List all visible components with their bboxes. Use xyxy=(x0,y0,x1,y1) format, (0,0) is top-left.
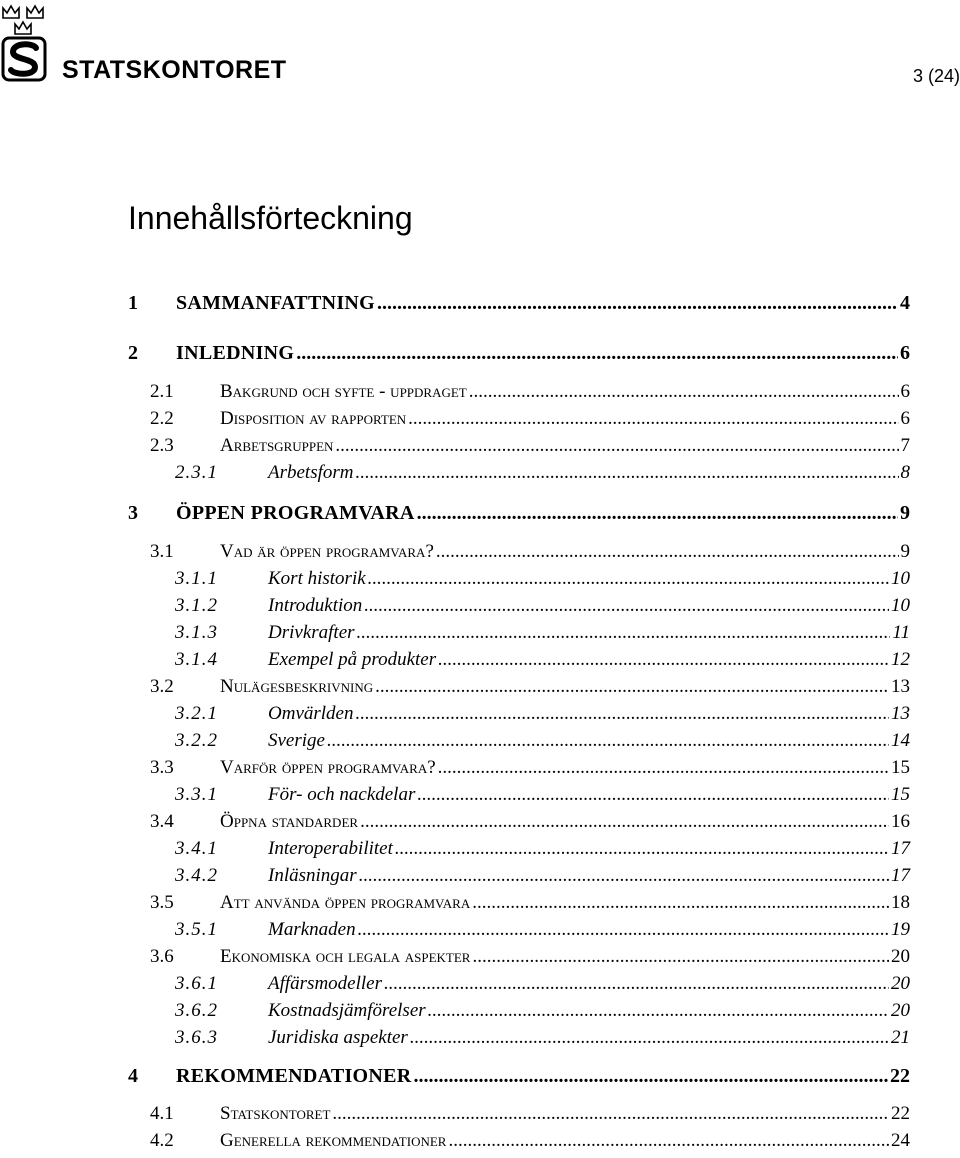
toc-entry[interactable] xyxy=(175,838,910,866)
toc-entry[interactable] xyxy=(150,946,910,974)
toc-number: 3.3 xyxy=(150,757,174,778)
toc-title: Arbetsgruppen xyxy=(220,435,334,456)
toc-number: 4.2 xyxy=(150,1130,174,1151)
toc-entry[interactable] xyxy=(150,435,910,463)
toc-entry[interactable] xyxy=(175,622,910,650)
toc-title: Varför öppen programvara? xyxy=(220,757,436,778)
toc-page: 13 xyxy=(891,676,910,697)
toc-leader xyxy=(414,1065,888,1088)
toc-leader xyxy=(332,1103,889,1125)
toc-page: 22 xyxy=(890,1065,910,1087)
toc-leader xyxy=(417,502,898,525)
toc-title: Öppna standarder xyxy=(220,811,359,832)
toc-title: Introduktion xyxy=(268,595,363,616)
toc-leader xyxy=(355,703,889,725)
toc-page: 10 xyxy=(891,568,910,589)
toc-page: 21 xyxy=(891,1027,910,1048)
toc-title: För- och nackdelar xyxy=(268,784,416,805)
toc-page: 16 xyxy=(891,811,910,832)
page-title: Innehållsförteckning xyxy=(128,200,413,236)
toc-page: 7 xyxy=(900,435,910,456)
toc-page: 24 xyxy=(891,1130,910,1151)
toc-leader xyxy=(327,730,889,752)
toc-entry[interactable] xyxy=(150,757,910,785)
toc-leader xyxy=(408,408,898,430)
toc-page: 4 xyxy=(900,292,910,314)
toc-leader xyxy=(448,1130,889,1152)
toc-leader xyxy=(384,973,889,995)
toc-title: Nulägesbeskrivning xyxy=(220,676,374,697)
toc-leader xyxy=(368,568,889,590)
toc-number: 2.2 xyxy=(150,408,174,429)
toc-entry[interactable] xyxy=(150,381,910,409)
toc-number: 3.1.3 xyxy=(175,622,218,643)
toc-number: 3.6.1 xyxy=(175,973,218,994)
toc-entry[interactable] xyxy=(175,703,910,731)
toc-leader xyxy=(357,622,891,644)
toc-page: 20 xyxy=(891,1000,910,1021)
toc-title: Generella rekommendationer xyxy=(220,1130,447,1151)
toc-number: 3.4.1 xyxy=(175,838,218,859)
toc-title: Marknaden xyxy=(268,919,356,940)
toc-page: 13 xyxy=(891,703,910,724)
toc-leader xyxy=(410,1027,889,1049)
toc-page: 12 xyxy=(891,649,910,670)
toc-number: 3.2.2 xyxy=(175,730,218,751)
toc-number: 4 xyxy=(128,1065,138,1087)
toc-title: Disposition av rapporten xyxy=(220,408,407,429)
toc-leader xyxy=(472,892,889,914)
toc-leader xyxy=(375,676,889,698)
page-number: 3 (24) xyxy=(912,66,960,86)
toc-title: Drivkrafter xyxy=(268,622,355,643)
toc-page: 8 xyxy=(900,462,910,483)
toc-title: Sverige xyxy=(268,730,325,751)
toc-number: 3.6.2 xyxy=(175,1000,218,1021)
toc-page: 11 xyxy=(892,622,910,643)
toc-entry[interactable] xyxy=(150,408,910,436)
toc-leader xyxy=(360,811,889,833)
toc-entry[interactable] xyxy=(150,676,910,704)
toc-page: 20 xyxy=(891,946,910,967)
toc-leader xyxy=(436,541,899,563)
toc-leader xyxy=(438,649,889,671)
toc-page: 22 xyxy=(891,1103,910,1124)
toc-leader xyxy=(469,381,899,403)
toc-title: Arbetsform xyxy=(268,462,354,483)
toc-title: Ekonomiska och legala aspekter xyxy=(220,946,471,967)
toc-leader xyxy=(356,462,899,484)
toc-number: 2.1 xyxy=(150,381,174,402)
toc-title: REKOMMENDATIONER xyxy=(176,1065,412,1087)
toc-leader xyxy=(377,292,898,315)
toc-entry[interactable] xyxy=(150,811,910,839)
toc-page: 20 xyxy=(891,973,910,994)
toc-entry[interactable] xyxy=(128,1065,910,1093)
toc-number: 3.1.4 xyxy=(175,649,218,670)
toc-entry[interactable] xyxy=(150,892,910,920)
toc-entry[interactable] xyxy=(128,502,910,530)
toc-number: 2.3.1 xyxy=(175,462,218,483)
toc-title: Statskontoret xyxy=(220,1103,331,1124)
toc-number: 3.2.1 xyxy=(175,703,218,724)
toc-entry[interactable] xyxy=(150,541,910,569)
toc-title: Juridiska aspekter xyxy=(268,1027,408,1048)
toc-leader xyxy=(359,865,889,887)
toc-number: 3.5.1 xyxy=(175,919,218,940)
toc-entry[interactable] xyxy=(175,649,910,677)
toc-entry[interactable] xyxy=(128,292,910,320)
toc-number: 4.1 xyxy=(150,1103,174,1124)
toc-number: 3.3.1 xyxy=(175,784,218,805)
toc-page: 15 xyxy=(891,784,910,805)
toc-page: 18 xyxy=(891,892,910,913)
toc-entry[interactable] xyxy=(175,462,910,490)
toc-page: 17 xyxy=(891,865,910,886)
toc-leader xyxy=(417,784,889,806)
toc-leader xyxy=(438,757,889,779)
toc-number: 2 xyxy=(128,342,138,364)
toc-entry[interactable] xyxy=(175,1027,910,1055)
toc-leader xyxy=(296,342,898,365)
toc-page: 6 xyxy=(900,381,910,402)
toc-title: ÖPPEN PROGRAMVARA xyxy=(176,502,415,524)
toc-entry[interactable] xyxy=(150,1130,910,1158)
toc-title: Kort historik xyxy=(268,568,366,589)
toc-page: 6 xyxy=(900,342,910,364)
toc-entry[interactable] xyxy=(175,865,910,893)
toc-entry[interactable] xyxy=(175,1000,910,1028)
toc-title: Att använda öppen programvara xyxy=(220,892,471,913)
toc-entry[interactable] xyxy=(128,342,910,370)
toc-leader xyxy=(395,838,889,860)
toc-leader xyxy=(364,595,889,617)
toc-title: Vad är öppen programvara? xyxy=(220,541,434,562)
toc-number: 3.4 xyxy=(150,811,174,832)
toc-number: 2.3 xyxy=(150,435,174,456)
toc-title: SAMMANFATTNING xyxy=(176,292,376,314)
toc-number: 1 xyxy=(128,292,138,314)
toc-entry[interactable] xyxy=(175,919,910,947)
toc-page: 6 xyxy=(900,408,910,429)
toc-entry[interactable] xyxy=(175,730,910,758)
toc-title: Affärsmodeller xyxy=(268,973,382,994)
toc-title: Bakgrund och syfte - uppdraget xyxy=(220,381,467,402)
toc-number: 3.2 xyxy=(150,676,174,697)
toc-page: 15 xyxy=(891,757,910,778)
toc-number: 3.6 xyxy=(150,946,174,967)
toc-number: 3.5 xyxy=(150,892,174,913)
toc-entry[interactable] xyxy=(175,973,910,1001)
toc-title: Exempel på produkter xyxy=(268,649,437,670)
toc-leader xyxy=(358,919,889,941)
toc-number: 3 xyxy=(128,502,138,524)
toc-entry[interactable] xyxy=(175,595,910,623)
toc-page: 10 xyxy=(891,595,910,616)
brand-name: STATSKONTORET xyxy=(62,56,287,84)
toc-page: 9 xyxy=(900,541,910,562)
toc-leader xyxy=(428,1000,889,1022)
toc-leader xyxy=(472,946,889,968)
toc-entry[interactable] xyxy=(175,784,910,812)
toc-number: 3.1.1 xyxy=(175,568,218,589)
toc-number: 3.1.2 xyxy=(175,595,218,616)
toc-entry[interactable] xyxy=(175,568,910,596)
toc-entry[interactable] xyxy=(150,1103,910,1131)
toc-title: Kostnadsjämförelser xyxy=(268,1000,426,1021)
toc-title: Inläsningar xyxy=(268,865,357,886)
toc-number: 3.6.3 xyxy=(175,1027,218,1048)
toc-title: Interoperabilitet xyxy=(268,838,393,859)
toc-number: 3.4.2 xyxy=(175,865,218,886)
toc-page: 19 xyxy=(891,919,910,940)
toc-page: 17 xyxy=(891,838,910,859)
toc-title: INLEDNING xyxy=(176,342,295,364)
toc-page: 14 xyxy=(891,730,910,751)
toc-page: 9 xyxy=(900,502,910,524)
toc-number: 3.1 xyxy=(150,541,174,562)
toc-leader xyxy=(335,435,898,457)
toc-title: Omvärlden xyxy=(268,703,354,724)
